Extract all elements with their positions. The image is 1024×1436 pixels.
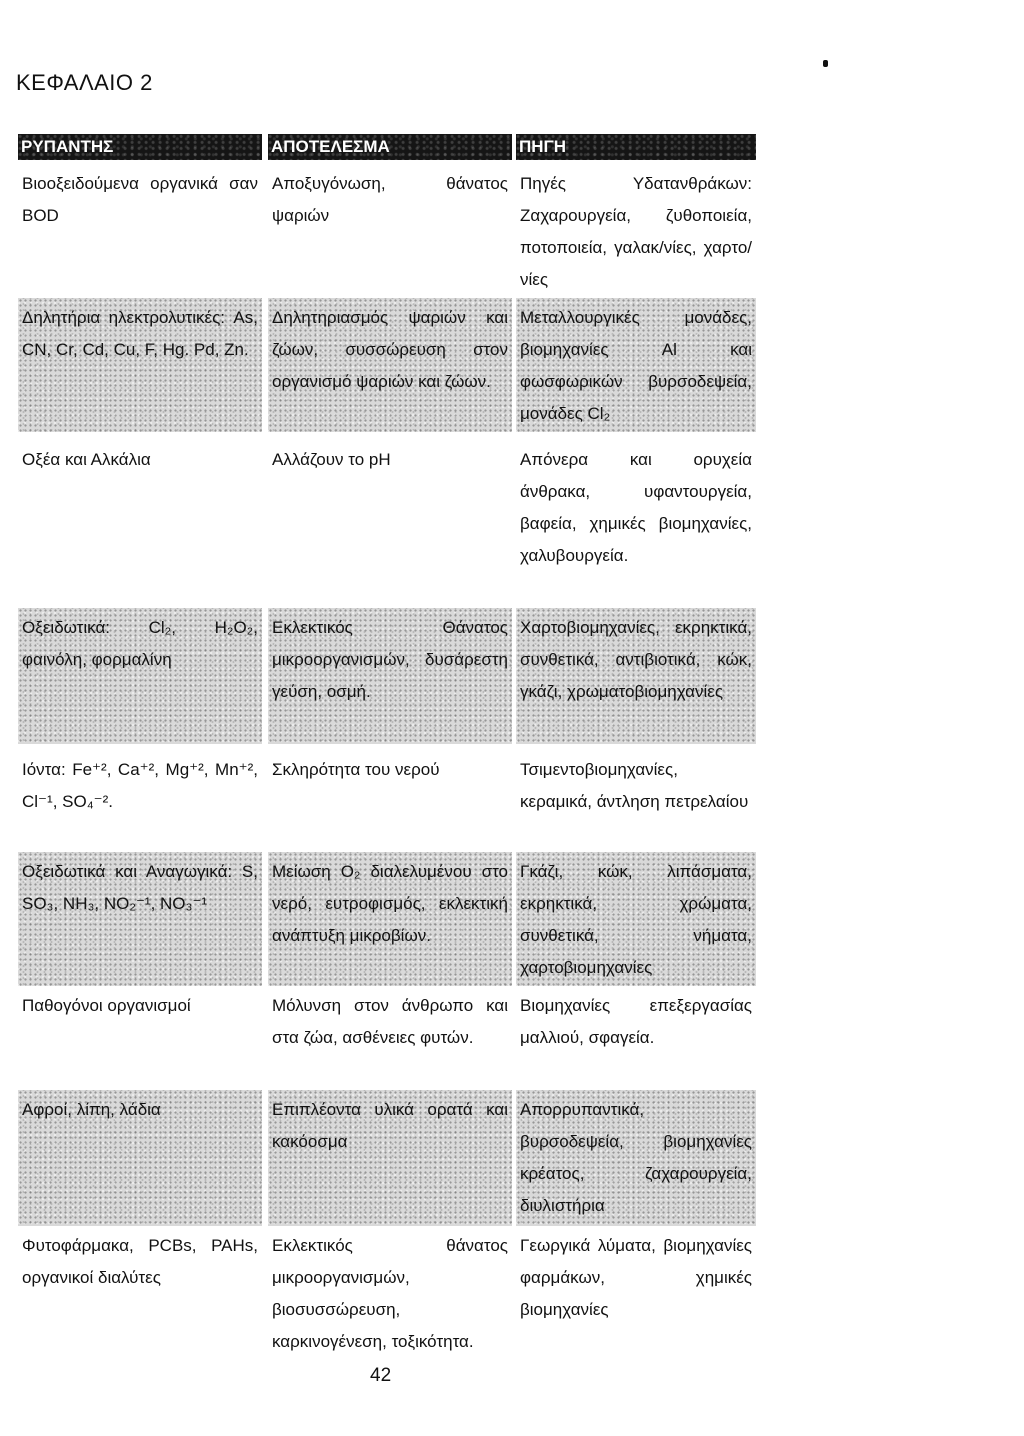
source-cell: Πηγές Υδατανθράκων: Ζαχαρουργεία, ζυθοποιεία, ποτοποιεία, γαλακ/νίες, χαρτο/νίες	[520, 174, 752, 289]
effect-cell: Επιπλέοντα υλικά ορατά και κακόοσμα	[268, 1090, 512, 1226]
table-row	[18, 440, 756, 606]
table-row	[18, 608, 756, 744]
pollutant-cell: Οξέα και Αλκάλια	[22, 450, 151, 469]
table-row	[18, 852, 756, 986]
header-source: ΠΗΓΗ	[516, 134, 756, 160]
page-number: 42	[370, 1365, 392, 1386]
table-row	[18, 986, 756, 1086]
pollutant-cell: Φυτοφάρμακα, PCBs, PAHs, οργανικοί διαλύτες	[22, 1236, 258, 1287]
effect-cell: Αποξυγόνωση, θάνατος ψαριών	[272, 174, 508, 225]
source-cell: Μεταλλουργικές μονάδες, βιομηχανίες Al και φωσφωρικών βυρσοδεψεία, μονάδες Cl₂	[516, 298, 756, 432]
header-pollutant: ΡΥΠΑΝΤΗΣ	[18, 134, 262, 160]
source-cell: Γκάζι, κώκ, λιπάσματα, εκρηκτικά, χρώματα, συνθετικά, νήματα, χαρτοβιομηχανίες	[516, 852, 756, 986]
effect-cell: Μόλυνση στον άνθρωπο και στα ζώα, ασθένειες φυτών.	[272, 996, 508, 1047]
table-row	[18, 750, 756, 850]
pollutant-cell: Οξειδωτικά: Cl₂, H₂O₂, φαινόλη, φορμαλίνη	[18, 608, 262, 744]
pollutant-cell: Παθογόνοι οργανισμοί	[22, 996, 191, 1015]
source-cell: Απορρυπαντικά, βυρσοδεψεία, βιομηχανίες κρέατος, ζαχαρουργεία, διυλιστήρια	[516, 1090, 756, 1226]
table-row	[18, 298, 756, 432]
table-header	[18, 134, 756, 160]
pollutant-cell: Οξειδωτικά και Αναγωγικά: S, SO₃, NH₃, NO₂⁻¹, NO₃⁻¹	[18, 852, 262, 986]
source-cell: Βιομηχανίες επεξεργασίας μαλλιού, σφαγεία.	[520, 996, 752, 1047]
table-row	[18, 1226, 756, 1360]
source-cell: Τσιμεντοβιομηχανίες, κεραμικά, άντληση πετρελαίου	[520, 760, 749, 811]
chapter-title: ΚΕΦΑΛΑΙΟ 2	[16, 70, 153, 95]
table-row	[18, 1090, 756, 1226]
pollutant-cell: Ιόντα: Fe⁺², Ca⁺², Mg⁺², Mn⁺², Cl⁻¹, SO₄⁻².	[22, 760, 258, 811]
pollutant-cell: Βιοοξειδούμενα οργανικά σαν BOD	[22, 174, 258, 225]
source-cell: Χαρτοβιομηχανίες, εκρηκτικά, συνθετικά, αντιβιοτικά, κώκ, γκάζι, χρωματοβιομηχανίες	[516, 608, 756, 744]
effect-cell: Μείωση O₂ διαλελυμένου στο νερό, ευτροφισμός, εκλεκτική ανάπτυξη μικροβίων.	[268, 852, 512, 986]
effect-cell: Αλλάζουν το pH	[272, 450, 391, 469]
effect-cell: Σκληρότητα του νερού	[272, 760, 440, 779]
source-cell: Γεωργικά λύματα, βιομηχανίες φαρμάκων, χημικές βιομηχανίες	[520, 1236, 752, 1319]
effect-cell: Δηλητηριασμός ψαριών και ζώων, συσσώρευση στον οργανισμό ψαριών και ζώων.	[268, 298, 512, 432]
source-cell: Απόνερα και ορυχεία άνθρακα, υφαντουργεία, βαφεία, χημικές βιομηχανίες, χαλυβουργεία.	[520, 450, 752, 565]
effect-cell: Εκλεκτικός Θάνατος μικροοργανισμών, δυσάρεστη γεύση, οσμή.	[268, 608, 512, 744]
pollutant-cell: Αφροί, λίπη, λάδια	[18, 1090, 262, 1226]
effect-cell: Εκλεκτικός θάνατος μικροοργανισμών, βιοσυσσώρευση, καρκινογένεση, τοξικότητα.	[272, 1236, 508, 1351]
scan-speck	[823, 60, 828, 67]
header-effect: ΑΠΟΤΕΛΕΣΜΑ	[268, 134, 512, 160]
pollutant-cell: Δηλητήρια ηλεκτρολυτικές: As, CN, Cr, Cd, Cu, F, Hg. Pd, Zn.	[18, 298, 262, 432]
table-row	[18, 164, 756, 298]
